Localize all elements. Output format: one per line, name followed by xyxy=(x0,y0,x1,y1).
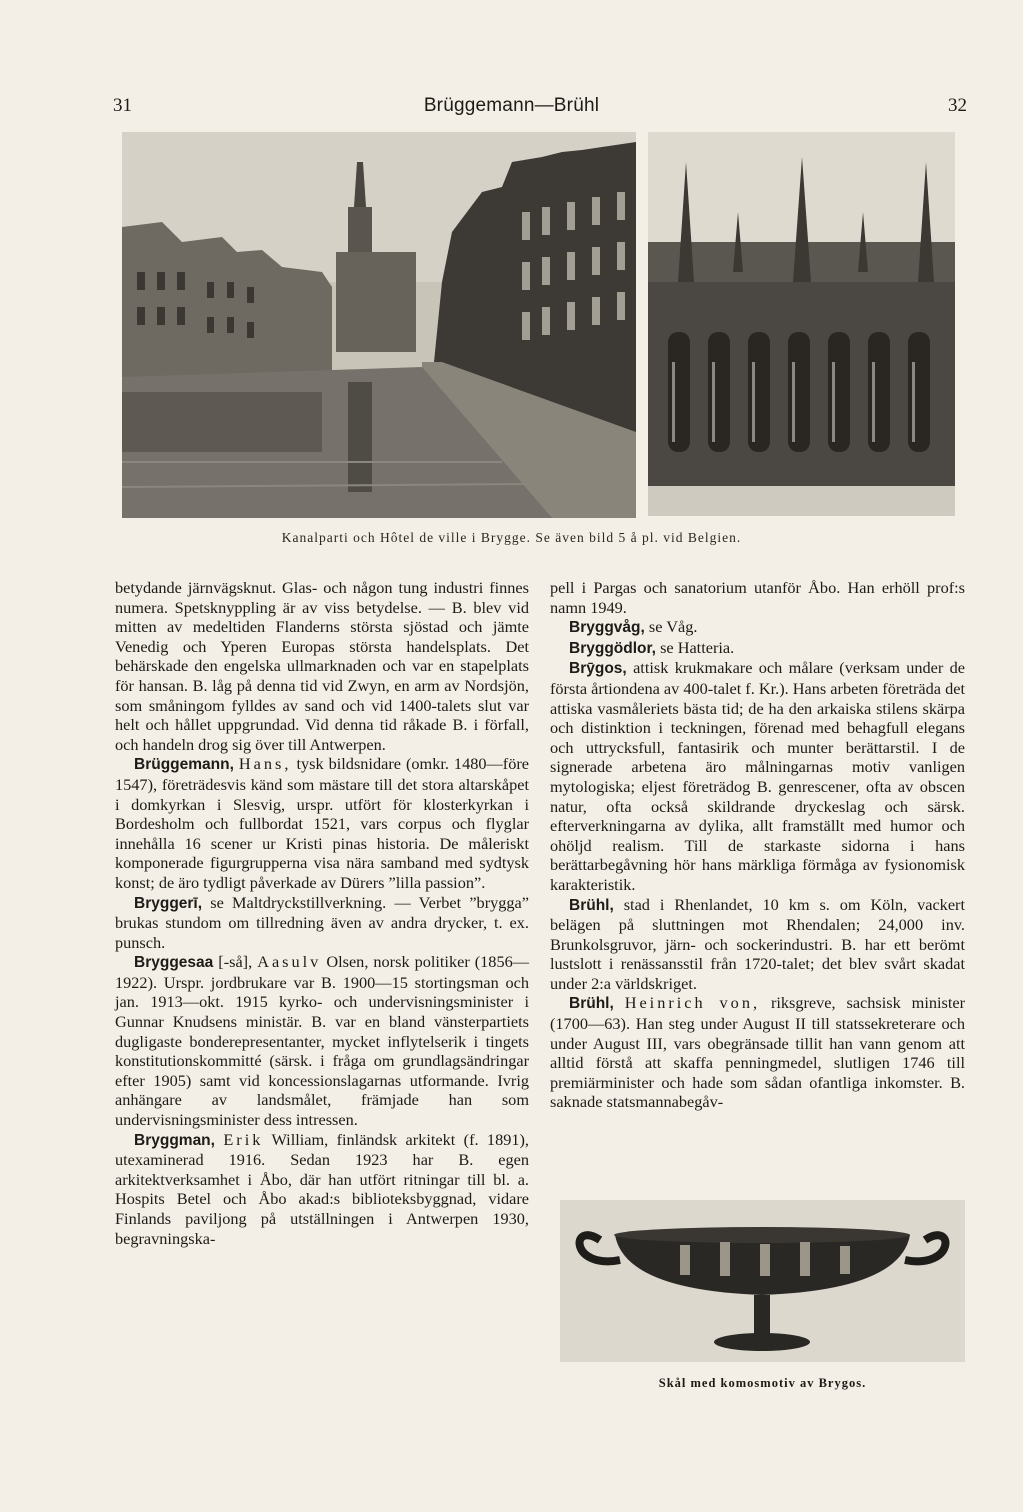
entry-text: stad i Rhenlandet, 10 km s. om Köln, vackert belägen på sluttningen mot Rhendalen; 24,000 inv. Brunkolsgruvor, järn- och sockerindustri. B. har ett berömt lustslott i renässansstil från 1720-talet; det blev svårt skadat under 2:a världskriget. xyxy=(550,894,965,993)
headword: Brühl, xyxy=(569,896,614,914)
kylix-photo xyxy=(560,1200,965,1362)
entry-text: se Våg. xyxy=(648,617,698,637)
running-head: Brüggemann—Brühl xyxy=(423,95,600,116)
left-column xyxy=(115,578,529,1248)
headword: Bryggerī, xyxy=(134,894,203,912)
entry-text: attisk krukmakare och målare (verksam under de första årtiondena av 400-talet f. Kr.). Hans arbeten företräda det attiska vasmåleriets bästa tid; de ha den arkaiska stilens skärpa och distinktion i teckningen, förenad med behagfull elegans och uttrycksfull, fantasirik och munter berättarstil. I de signerade arbetena äro målningarnas motiv vanligen mytologiska; eljest företrädog B. genrescener, ofta av obscen natur, ofta också skildrande dryckeslag och särsk. efterverkningarna av dylika, allt framställt med humor och ohöljd realism. Till de starkaste sidorna i hans berättarbegåvning hör hans märkliga förmåga av fysionomisk karakteristik. xyxy=(550,658,965,894)
headword: Brühl, xyxy=(569,995,614,1013)
headword: Brȳgos, xyxy=(569,660,627,678)
entry-bruhl-town xyxy=(550,895,965,994)
canal-photo xyxy=(122,132,636,518)
given-name: Aasulv xyxy=(257,952,322,972)
headword: Bryggman, xyxy=(134,1131,215,1149)
entry-bryggeri xyxy=(115,893,529,953)
town-hall-photo xyxy=(648,132,955,516)
given-name: Heinrich von, xyxy=(624,993,761,1013)
entry-bryggman xyxy=(115,1130,529,1249)
entry-bryggodlor xyxy=(550,638,965,659)
entry-text: se Hatteria. xyxy=(660,637,735,657)
pronunciation: [-så], xyxy=(218,952,253,972)
entry-text: se Maltdryckstillverkning. — Verbet ”brygga” brukas stundom om tillredning även av andra drycker, t. ex. punsch. xyxy=(115,892,529,952)
bottom-figure-caption: Skål med komosmotiv av Brygos. xyxy=(658,1376,867,1390)
entry-text: tysk bildsnidare (omkr. 1480—före 1547), företrädesvis känd som mästare till det stora altarskåpet i domkyrkan i Slesvig, urspr. utfört för klosterkyrkan i Bordesholm och fullbordat 1521, vars corpus och flyglar innehålla 16 scener ur Kristi pinas historia. De måleriskt komponerade figurgrupperna visa nära samband med sydtysk konst; de äro tydligt påverkade av Dürers ”lilla passion”. xyxy=(115,754,529,892)
right-column xyxy=(550,578,965,1112)
given-name: Erik xyxy=(223,1129,264,1149)
headword: Bryggvåg, xyxy=(569,619,645,637)
headword: Bryggödlor, xyxy=(569,639,656,657)
given-name: Hans, xyxy=(238,754,292,774)
entry-text: Olsen, norsk politiker (1856—1922). Urspr. jordbrukare var B. 1900—15 stortingsman och jan. 1913—okt. 1915 kyrko- och undervisningsminister i Gunnar Knudsens ministär. B. var en bland vänsterpartiets dugligaste bonderepresentanter, mycket inflytelserik i tingets konstitutionskommitté (särsk. i fråga om grundlagsändringar efter 1905) samt vid koncessionslagarnas utformande. Ivrig anhängare av landsmålet, främjade han som undervisningsminister dess intressen. xyxy=(115,952,530,1130)
entry-bruggemann xyxy=(115,754,529,892)
entry-bruhl-person xyxy=(550,993,965,1112)
headword: Brüggemann, xyxy=(134,756,234,774)
entry-bryggesaa xyxy=(115,952,529,1129)
continued-paragraph: pell i Pargas och sanatorium utanför Åbo. Han erhöll prof:s namn 1949. xyxy=(550,578,965,617)
top-figure-caption: Kanalparti och Hôtel de ville i Brygge. Se även bild 5 å pl. vid Belgien. xyxy=(281,530,742,545)
continued-paragraph: betydande järnvägsknut. Glas- och någon tung industri finnes numera. Spetsknyppling är av viss betydelse. — B. blev vid mitten av medeltiden Flanderns största sjöstad och jämte Venedig och Yperen Europas största handelsplats. Det behärskade den engelska ullmarknaden och var en stapelplats för hansan. B. låg på denna tid vid Zwyn, en arm av Nordsjön, som småningom fylldes av sand och vid 1400-talets slut var helt och hållet uppgrundad. Vid denna tid råkade B. i förfall, och handeln drog sig över till Antwerpen. xyxy=(115,578,529,754)
entry-text: riksgreve, sachsisk minister (1700—63). Han steg under August II till statssekreterare och under August III, vars obegränsade tillit han vann genom att alltid förstå att skaffa penningmedel, slutligen 1746 till premiärminister och hade som sådan ofantliga inkomster. B. saknade statsmannabegåv- xyxy=(550,993,966,1112)
entry-text: William, finländsk arkitekt (f. 1891), utexaminerad 1916. Sedan 1923 har B. egen arkitektverksamhet i Åbo, där han utfört ritningar till bl. a. Hospits Betel och Åbo akad:s biblioteksbyggnad, vidare Finlands paviljong på utställningen i Antwerpen 1930, begravningska- xyxy=(115,1129,529,1248)
page-number-right: 32 xyxy=(948,95,967,116)
entry-brygos xyxy=(550,658,965,894)
page-number-left: 31 xyxy=(113,95,132,116)
headword: Bryggesaa xyxy=(134,954,214,972)
entry-bryggvag xyxy=(550,617,965,638)
